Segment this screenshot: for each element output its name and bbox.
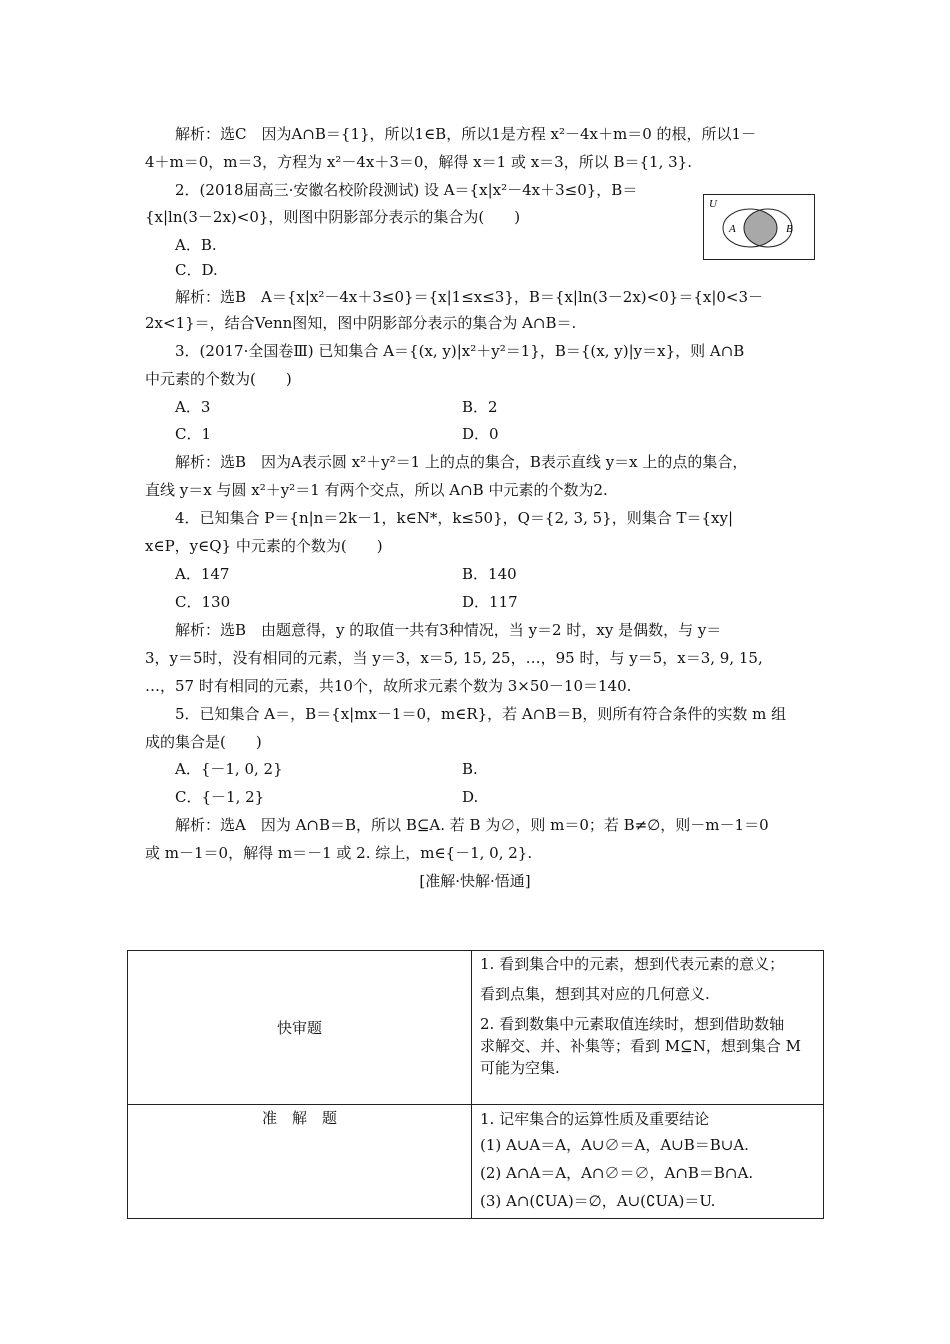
solution-3-line-1: 解析：选B 因为A表示圆 x²＋y²＝1 上的点的集合，B表示直线 y＝x 上的点的集合， <box>175 453 748 471</box>
table-line: 看到点集，想到其对应的几何意义. <box>480 985 710 1003</box>
question-4-line-1: 4．已知集合 P＝{n|n＝2k－1，k∈N*，k≤50}，Q＝{2, 3, 5}，则集合 T＝{xy| <box>175 509 733 527</box>
venn-diagram <box>703 194 815 260</box>
solution-1-line-2: 4＋m＝0，m＝3，方程为 x²－4x＋3＝0，解得 x＝1 或 x＝3，所以 B＝{1, 3}. <box>145 153 692 171</box>
question-4-option-b: B．140 <box>462 565 517 583</box>
solution-3-line-2: 直线 y＝x 与圆 x²＋y²＝1 有两个交点，所以 A∩B 中元素的个数为2. <box>145 481 608 499</box>
row-label-cell <box>128 951 472 1105</box>
question-2-line-2: {x|ln(3－2x)<0}，则图中阴影部分表示的集合为( ) <box>145 208 521 226</box>
solution-4-line-3: …，57 时有相同的元素，共10个，故所求元素个数为 3×50－10＝140. <box>145 677 632 695</box>
table-row <box>128 951 824 1105</box>
question-5-option-c: C．{－1, 2} <box>175 788 265 806</box>
solution-1-line-1: 解析：选C 因为A∩B＝{1}，所以1∈B，所以1是方程 x²－4x＋m＝0 的根，所以1－ <box>175 125 757 143</box>
table-line: 1. 看到集合中的元素，想到代表元素的意义； <box>480 955 785 973</box>
section-heading: [准解·快解·悟通] <box>419 872 531 890</box>
question-3-option-a: A．3 <box>175 398 211 416</box>
question-4-option-d: D．117 <box>462 593 518 611</box>
question-3-line-2: 中元素的个数为( ) <box>145 370 292 388</box>
venn-label-u: U <box>709 198 717 210</box>
table-line: (3) A∩(∁UA)＝∅，A∪(∁UA)＝U. <box>480 1192 716 1210</box>
table-line: (2) A∩A＝A，A∩∅＝∅，A∩B＝B∩A. <box>480 1164 754 1182</box>
solution-5-line-1: 解析：选A 因为 A∩B＝B，所以 B⊆A. 若 B 为∅，则 m＝0；若 B≠∅，则－m－1＝0 <box>175 816 769 834</box>
question-3-option-b: B．2 <box>462 398 498 416</box>
row-content-cell <box>472 951 824 1105</box>
table-line: 2. 看到数集中元素取值连续时，想到借助数轴 <box>480 1015 785 1033</box>
table-line: (1) A∪A＝A，A∪∅＝A，A∪B＝B∪A. <box>480 1136 749 1154</box>
table-line: 可能为空集. <box>480 1059 560 1077</box>
table-line: 1. 记牢集合的运算性质及重要结论 <box>480 1110 710 1128</box>
question-3-option-c: C．1 <box>175 425 212 443</box>
question-5-line-2: 成的集合是( ) <box>145 733 262 751</box>
question-4-line-2: x∈P，y∈Q} 中元素的个数为( ) <box>145 537 383 555</box>
solution-4-line-1: 解析：选B 由题意得，y 的取值一共有3种情况，当 y＝2 时，xy 是偶数，与 y＝ <box>175 621 722 639</box>
question-4-option-a: A．147 <box>175 565 230 583</box>
question-5-line-1: 5．已知集合 A＝，B＝{x|mx－1＝0，m∈R}，若 A∩B＝B，则所有符合条件的实数 m 组 <box>175 705 787 723</box>
row-label-zhunjieti: 准 解 题 <box>261 1109 337 1127</box>
table-row <box>128 1105 824 1219</box>
venn-label-b: B <box>786 223 793 235</box>
question-2-option-c: C．D. <box>175 261 218 279</box>
question-3-line-1: 3．(2017·全国卷Ⅲ) 已知集合 A＝{(x, y)|x²＋y²＝1}，B＝{(x, y)|y＝x}，则 A∩B <box>175 342 745 360</box>
question-5-option-a: A．{－1, 0, 2} <box>175 760 283 778</box>
question-5-option-b: B. <box>462 760 478 778</box>
solution-2-line-2: 2x<1}＝，结合Venn图知，图中阴影部分表示的集合为 A∩B＝. <box>145 314 577 332</box>
solution-2-line-1: 解析：选B A＝{x|x²－4x＋3≤0}＝{x|1≤x≤3}，B＝{x|ln(3－2x)<0}＝{x|0<3－ <box>175 288 764 306</box>
row-content-cell <box>472 1105 824 1219</box>
question-3-option-d: D．0 <box>462 425 499 443</box>
venn-label-a: A <box>729 223 736 235</box>
solution-5-line-2: 或 m－1＝0，解得 m＝－1 或 2. 综上，m∈{－1, 0, 2}. <box>145 844 533 862</box>
question-2-line-1: 2．(2018届高三·安徽名校阶段测试) 设 A＝{x|x²－4x＋3≤0}，B＝ <box>175 181 638 199</box>
table-line: 求解交、并、补集等；看到 M⊆N，想到集合 M <box>480 1037 801 1055</box>
solution-4-line-2: 3，y＝5时，没有相同的元素，当 y＝3，x＝5, 15, 25，…，95 时，与 y＝5，x＝3, 9, 15, <box>145 649 763 667</box>
question-5-option-d: D. <box>462 788 479 806</box>
question-2-option-a: A．B. <box>175 236 217 254</box>
row-label-kuaishenti: 快审题 <box>276 1019 322 1037</box>
question-4-option-c: C．130 <box>175 593 231 611</box>
summary-table <box>127 950 824 1219</box>
row-label-cell <box>128 1105 472 1219</box>
